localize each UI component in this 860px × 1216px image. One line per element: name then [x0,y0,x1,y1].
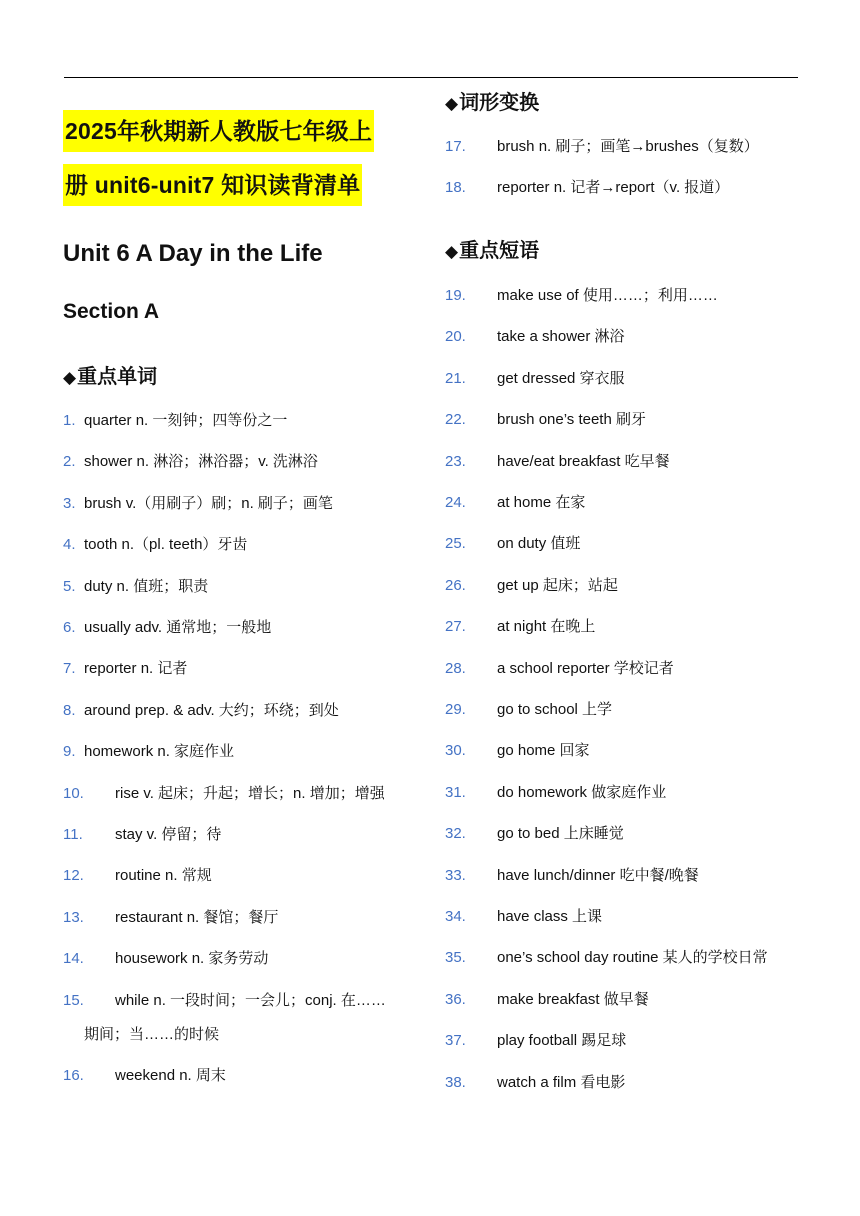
item-text: stay v. 停留；待 [115,826,222,843]
item-number: 2. [63,453,76,471]
item-text: have class 上课 [497,908,603,925]
item-text: take a shower 淋浴 [497,328,625,346]
list-item [63,487,333,521]
item-text: go to bed 上床睡觉 [497,825,624,843]
item-text: a school reporter 学校记者 [497,659,674,677]
item-number: 22. [445,411,466,429]
list-item [63,694,339,728]
item-number: 28. [445,659,466,677]
item-number: 20. [445,328,466,346]
document-title-line-2: 册 unit6-unit7 知识读背清单 [63,164,362,206]
unit-title: Unit 6 A Day in the Life [63,240,323,267]
item-text: usually adv. 通常地；一般地 [84,619,272,636]
list-item [63,942,268,976]
document-title-line-1: 2025年秋期新人教版七年级上 [63,110,374,152]
item-text: watch a film 看电影 [497,1073,626,1091]
list-item [445,362,625,396]
item-number: 33. [445,866,466,884]
item-text: have/eat breakfast 吃早餐 [497,452,670,470]
list-item [63,859,212,893]
item-number: 37. [445,1032,466,1050]
list-item [63,818,221,852]
top-rule [64,77,798,78]
list-item [63,777,385,811]
list-item [445,941,768,975]
item-text: make breakfast 做早餐 [497,990,649,1008]
list-item [63,1059,226,1093]
item-text: tooth n.（pl. teeth）牙齿 [84,536,248,554]
item-text: around prep. & adv. 大约；环绕；到处 [84,701,339,719]
item-number: 25. [445,535,466,553]
item-number: 38. [445,1073,466,1091]
list-item [445,983,649,1017]
item-number: 29. [445,701,466,718]
item-number: 9. [63,743,76,761]
item-number: 26. [445,576,466,594]
list-item [445,279,718,313]
item-number: 36. [445,990,466,1008]
item-text: at home 在家 [497,494,586,511]
diamond-bullet-icon: ◆ [445,94,459,113]
list-item [63,570,208,604]
list-item [445,403,646,437]
item-text: go home 回家 [497,742,590,760]
item-number: 3. [63,494,76,512]
item-number: 30. [445,742,466,760]
item-number: 23. [445,452,466,470]
item-number: 17. [445,138,466,155]
item-text: get dressed 穿衣服 [497,369,625,387]
key-phrases-heading-label: 重点短语 [459,240,540,262]
item-number: 19. [445,287,466,304]
item-number: 27. [445,618,466,636]
item-text: shower n. 淋浴；淋浴器；v. 洗淋浴 [84,453,318,471]
item-number: 7. [63,660,76,678]
item-number: 5. [63,577,76,595]
item-number: 13. [63,908,84,926]
item-number: 4. [63,536,76,554]
item-number: 14. [63,950,84,968]
item-text: do homework 做家庭作业 [497,783,667,801]
diamond-bullet-icon: ◆ [63,368,77,387]
item-text: reporter n. 记者→report（v. 报道） [497,179,730,197]
item-text: get up 起床；站起 [497,576,618,594]
list-item [445,486,585,520]
item-text: on duty 值班 [497,535,581,553]
list-item [445,171,729,205]
list-item [63,901,278,935]
list-item [445,900,602,934]
item-text: brush one’s teeth 刷牙 [497,411,646,429]
list-item [63,611,271,645]
list-item [445,569,618,603]
item-text: have lunch/dinner 吃中餐/晚餐 [497,866,699,884]
list-item [445,610,595,644]
list-item [445,527,580,561]
item-text: brush n. 刷子；画笔→brushes（复数） [497,138,759,155]
list-item [63,735,234,769]
list-item [445,652,674,686]
item-text: routine n. 常规 [115,867,212,885]
section-title: Section A [63,300,160,323]
key-words-heading [63,360,157,389]
list-item [445,1024,626,1058]
item-text: quarter n. 一刻钟；四等份之一 [84,412,288,429]
list-item [63,404,287,438]
list-item [445,130,759,164]
list-item [63,652,187,686]
item-text: play football 踢足球 [497,1032,627,1050]
list-item [63,528,247,562]
item-text: housework n. 家务劳动 [115,950,269,968]
item-number: 11. [63,826,83,843]
list-item [445,445,670,479]
item-number: 6. [63,619,76,636]
item-text: go to school 上学 [497,701,613,718]
list-item [445,859,699,893]
item-number: 34. [445,908,466,925]
item-number: 31. [445,783,466,801]
item-number: 18. [445,179,466,197]
item-number: 35. [445,949,466,967]
item-number: 15. [63,991,84,1009]
item-text: homework n. 家庭作业 [84,743,235,761]
item-text: brush v.（用刷子）刷；n. 刷子；画笔 [84,494,333,512]
list-item [63,984,386,1018]
item-text: make use of 使用……；利用…… [497,287,718,304]
item-number: 16. [63,1067,84,1084]
list-item [445,734,590,768]
item-text-continuation: 期间；当……的时候 [84,1025,220,1043]
list-item [445,1066,625,1100]
item-text: restaurant n. 餐馆；餐厅 [115,908,279,926]
diamond-bullet-icon: ◆ [445,242,459,261]
key-words-heading-label: 重点单词 [77,366,158,388]
list-item [445,776,666,810]
item-number: 32. [445,825,466,843]
item-text: while n. 一段时间；一会儿；conj. 在…… [115,991,386,1009]
list-item [445,817,624,851]
list-item [445,320,625,354]
item-number: 21. [445,369,466,387]
item-number: 8. [63,701,76,719]
item-text: at night 在晚上 [497,618,596,636]
item-number: 1. [63,412,76,429]
item-number: 12. [63,867,84,885]
item-number: 24. [445,494,466,511]
item-text: duty n. 值班；职责 [84,577,209,595]
key-phrases-heading [445,234,539,263]
item-text: one’s school day routine 某人的学校日常 [497,949,768,967]
list-item [63,445,318,479]
item-text: rise v. 起床；升起；增长；n. 增加；增强 [115,784,385,802]
item-text: reporter n. 记者 [84,660,188,678]
item-text: weekend n. 周末 [115,1067,226,1084]
word-forms-heading-label: 词形变换 [459,92,540,114]
item-number: 10. [63,784,84,802]
list-item [445,693,612,727]
word-forms-heading [445,86,539,115]
